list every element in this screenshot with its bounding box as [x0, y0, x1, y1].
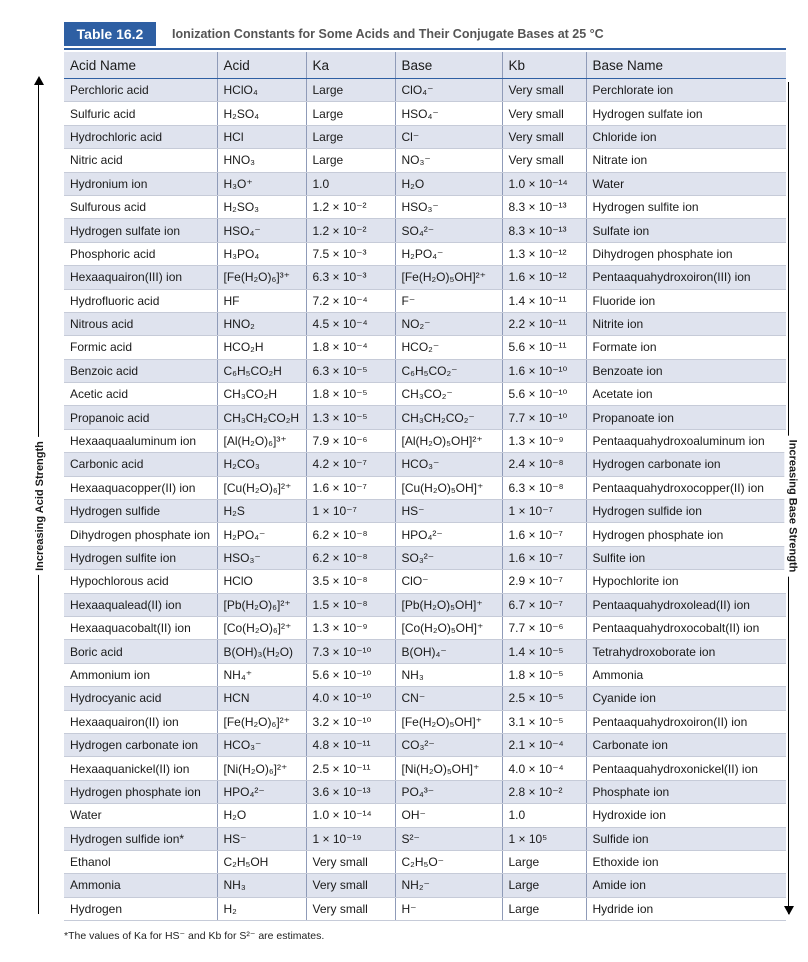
cell-base: NH₃ [395, 663, 502, 686]
cell-acid-name: Hexaaquacobalt(II) ion [64, 616, 217, 639]
cell-base-name: Pentaaquahydroxoiron(II) ion [586, 710, 786, 733]
cell-base: C₂H₅O⁻ [395, 850, 502, 873]
cell-base: [Al(H₂O)₅OH]²⁺ [395, 429, 502, 452]
cell-base-name: Sulfite ion [586, 546, 786, 569]
cell-acid-name: Hexaaquaaluminum ion [64, 429, 217, 452]
cell-base: [Fe(H₂O)₅OH]⁺ [395, 710, 502, 733]
ionization-constants-table [64, 52, 786, 921]
cell-ka: 1.8 × 10⁻⁵ [306, 383, 395, 406]
cell-ka: 6.3 × 10⁻⁵ [306, 359, 395, 382]
table-row [64, 546, 786, 569]
table-row [64, 570, 786, 593]
header-base: Base [395, 52, 502, 79]
table-row [64, 523, 786, 546]
cell-acid-name: Propanoic acid [64, 406, 217, 429]
cell-acid-name: Hydrogen sulfide [64, 500, 217, 523]
cell-acid-name: Hexaaquairon(II) ion [64, 710, 217, 733]
cell-base-name: Benzoate ion [586, 359, 786, 382]
cell-kb: 1.0 × 10⁻¹⁴ [502, 172, 586, 195]
cell-base-name: Carbonate ion [586, 733, 786, 756]
header-ka: Ka [306, 52, 395, 79]
cell-base: S²⁻ [395, 827, 502, 850]
cell-acid-name: Dihydrogen phosphate ion [64, 523, 217, 546]
cell-acid: [Ni(H₂O)₆]²⁺ [217, 757, 306, 780]
cell-kb: 2.9 × 10⁻⁷ [502, 570, 586, 593]
table-row [64, 616, 786, 639]
cell-kb: 2.4 × 10⁻⁸ [502, 453, 586, 476]
cell-ka: 1.3 × 10⁻⁹ [306, 616, 395, 639]
cell-kb: 1 × 10⁵ [502, 827, 586, 850]
cell-base: [Pb(H₂O)₅OH]⁺ [395, 593, 502, 616]
cell-base: HS⁻ [395, 500, 502, 523]
cell-base: NO₃⁻ [395, 149, 502, 172]
cell-kb: 1.3 × 10⁻¹² [502, 242, 586, 265]
cell-acid: H₂SO₃ [217, 195, 306, 218]
cell-acid-name: Hydrogen phosphate ion [64, 780, 217, 803]
header-base-name: Base Name [586, 52, 786, 79]
cell-kb: 4.0 × 10⁻⁴ [502, 757, 586, 780]
cell-ka: 6.2 × 10⁻⁸ [306, 546, 395, 569]
cell-base-name: Ethoxide ion [586, 850, 786, 873]
cell-ka: 3.6 × 10⁻¹³ [306, 780, 395, 803]
cell-ka: 5.6 × 10⁻¹⁰ [306, 663, 395, 686]
cell-ka: 7.9 × 10⁻⁶ [306, 429, 395, 452]
cell-base: HCO₃⁻ [395, 453, 502, 476]
cell-base: CH₃CH₂CO₂⁻ [395, 406, 502, 429]
table-row [64, 874, 786, 897]
cell-acid: H₂ [217, 897, 306, 920]
cell-kb: 2.2 × 10⁻¹¹ [502, 312, 586, 335]
cell-acid-name: Boric acid [64, 640, 217, 663]
cell-base: CO₃²⁻ [395, 733, 502, 756]
cell-base-name: Amide ion [586, 874, 786, 897]
cell-acid: NH₃ [217, 874, 306, 897]
cell-acid: [Fe(H₂O)₆]²⁺ [217, 710, 306, 733]
cell-base: SO₄²⁻ [395, 219, 502, 242]
cell-ka: 1 × 10⁻¹⁹ [306, 827, 395, 850]
cell-kb: Very small [502, 125, 586, 148]
cell-ka: 7.3 × 10⁻¹⁰ [306, 640, 395, 663]
table-row [64, 102, 786, 125]
cell-acid: [Cu(H₂O)₆]²⁺ [217, 476, 306, 499]
cell-base: NO₂⁻ [395, 312, 502, 335]
cell-acid: H₂CO₃ [217, 453, 306, 476]
cell-ka: Large [306, 125, 395, 148]
table-row [64, 406, 786, 429]
cell-acid-name: Hydrogen [64, 897, 217, 920]
table-row [64, 593, 786, 616]
cell-kb: 2.5 × 10⁻⁵ [502, 687, 586, 710]
cell-kb: 1.6 × 10⁻⁷ [502, 546, 586, 569]
table-row [64, 500, 786, 523]
cell-base-name: Fluoride ion [586, 289, 786, 312]
cell-acid-name: Acetic acid [64, 383, 217, 406]
cell-base-name: Pentaaquahydroxoaluminum ion [586, 429, 786, 452]
cell-base: [Cu(H₂O)₅OH]⁺ [395, 476, 502, 499]
cell-acid-name: Hydrogen sulfide ion* [64, 827, 217, 850]
cell-kb: Large [502, 874, 586, 897]
cell-base-name: Phosphate ion [586, 780, 786, 803]
cell-acid: CH₃CO₂H [217, 383, 306, 406]
cell-ka: 1 × 10⁻⁷ [306, 500, 395, 523]
header-acid-name: Acid Name [64, 52, 217, 79]
cell-kb: 6.3 × 10⁻⁸ [502, 476, 586, 499]
cell-base: [Fe(H₂O)₅OH]²⁺ [395, 266, 502, 289]
cell-kb: Large [502, 897, 586, 920]
cell-base: ClO₄⁻ [395, 79, 502, 102]
table-row [64, 79, 786, 102]
cell-kb: Very small [502, 102, 586, 125]
cell-base-name: Hydrogen phosphate ion [586, 523, 786, 546]
cell-base-name: Hydrogen sulfide ion [586, 500, 786, 523]
cell-acid-name: Hydrogen sulfite ion [64, 546, 217, 569]
cell-kb: 1.8 × 10⁻⁵ [502, 663, 586, 686]
cell-kb: 5.6 × 10⁻¹¹ [502, 336, 586, 359]
cell-base-name: Sulfate ion [586, 219, 786, 242]
cell-ka: 1.0 × 10⁻¹⁴ [306, 804, 395, 827]
cell-ka: 1.5 × 10⁻⁸ [306, 593, 395, 616]
cell-base: C₆H₅CO₂⁻ [395, 359, 502, 382]
cell-base-name: Pentaaquahydroxocopper(II) ion [586, 476, 786, 499]
cell-base-name: Propanoate ion [586, 406, 786, 429]
table-row [64, 453, 786, 476]
table-title: Ionization Constants for Some Acids and Their Conjugate Bases at 25 °C [172, 27, 604, 41]
cell-acid-name: Hexaaquairon(III) ion [64, 266, 217, 289]
cell-base-name: Pentaaquahydroxolead(II) ion [586, 593, 786, 616]
cell-kb: 1 × 10⁻⁷ [502, 500, 586, 523]
cell-kb: 6.7 × 10⁻⁷ [502, 593, 586, 616]
cell-kb: Very small [502, 149, 586, 172]
cell-base-name: Dihydrogen phosphate ion [586, 242, 786, 265]
cell-base: H₂O [395, 172, 502, 195]
footnote: *The values of Ka for HS⁻ and Kb for S²⁻ are estimates. [64, 930, 325, 942]
cell-ka: 4.8 × 10⁻¹¹ [306, 733, 395, 756]
cell-acid: [Co(H₂O)₆]²⁺ [217, 616, 306, 639]
cell-ka: 4.0 × 10⁻¹⁰ [306, 687, 395, 710]
cell-acid: HClO [217, 570, 306, 593]
cell-acid-name: Carbonic acid [64, 453, 217, 476]
cell-acid: [Pb(H₂O)₆]²⁺ [217, 593, 306, 616]
cell-ka: 1.3 × 10⁻⁵ [306, 406, 395, 429]
table-row [64, 336, 786, 359]
cell-acid-name: Hexaaqualead(II) ion [64, 593, 217, 616]
table-row [64, 733, 786, 756]
cell-acid-name: Nitric acid [64, 149, 217, 172]
cell-acid: HCO₃⁻ [217, 733, 306, 756]
cell-acid: C₆H₅CO₂H [217, 359, 306, 382]
table-row [64, 850, 786, 873]
cell-base: H⁻ [395, 897, 502, 920]
table-row [64, 710, 786, 733]
cell-base-name: Hypochlorite ion [586, 570, 786, 593]
cell-acid: HNO₃ [217, 149, 306, 172]
cell-base: [Co(H₂O)₅OH]⁺ [395, 616, 502, 639]
cell-ka: 1.2 × 10⁻² [306, 219, 395, 242]
cell-ka: 2.5 × 10⁻¹¹ [306, 757, 395, 780]
cell-acid-name: Hydronium ion [64, 172, 217, 195]
cell-ka: 4.5 × 10⁻⁴ [306, 312, 395, 335]
cell-acid: HS⁻ [217, 827, 306, 850]
table-row [64, 804, 786, 827]
cell-base: HSO₄⁻ [395, 102, 502, 125]
cell-ka: Very small [306, 897, 395, 920]
arrow-down-icon [784, 906, 794, 915]
cell-acid-name: Formic acid [64, 336, 217, 359]
cell-ka: 7.2 × 10⁻⁴ [306, 289, 395, 312]
cell-acid: HF [217, 289, 306, 312]
cell-acid: HSO₄⁻ [217, 219, 306, 242]
cell-acid-name: Perchloric acid [64, 79, 217, 102]
acid-strength-label: Increasing Acid Strength [32, 437, 48, 575]
cell-base-name: Acetate ion [586, 383, 786, 406]
cell-acid-name: Sulfurous acid [64, 195, 217, 218]
cell-acid-name: Nitrous acid [64, 312, 217, 335]
cell-acid: [Fe(H₂O)₆]³⁺ [217, 266, 306, 289]
cell-acid-name: Ammonium ion [64, 663, 217, 686]
cell-base-name: Sulfide ion [586, 827, 786, 850]
cell-acid-name: Ethanol [64, 850, 217, 873]
cell-base-name: Cyanide ion [586, 687, 786, 710]
header-acid: Acid [217, 52, 306, 79]
cell-kb: Large [502, 850, 586, 873]
cell-base-name: Ammonia [586, 663, 786, 686]
cell-base: F⁻ [395, 289, 502, 312]
header-row [64, 52, 786, 79]
cell-kb: 8.3 × 10⁻¹³ [502, 219, 586, 242]
cell-acid: H₂SO₄ [217, 102, 306, 125]
table-row [64, 827, 786, 850]
cell-ka: 1.0 [306, 172, 395, 195]
cell-ka: 6.3 × 10⁻³ [306, 266, 395, 289]
table-row [64, 289, 786, 312]
table-row [64, 476, 786, 499]
cell-acid-name: Hydrocyanic acid [64, 687, 217, 710]
table-row [64, 219, 786, 242]
cell-acid: H₃PO₄ [217, 242, 306, 265]
cell-acid: HCN [217, 687, 306, 710]
cell-base: CH₃CO₂⁻ [395, 383, 502, 406]
cell-acid-name: Hexaaquanickel(II) ion [64, 757, 217, 780]
cell-kb: 1.6 × 10⁻⁷ [502, 523, 586, 546]
cell-base: HSO₃⁻ [395, 195, 502, 218]
cell-base-name: Hydride ion [586, 897, 786, 920]
cell-ka: Very small [306, 850, 395, 873]
cell-acid-name: Hydrofluoric acid [64, 289, 217, 312]
cell-acid-name: Sulfuric acid [64, 102, 217, 125]
cell-kb: 1.6 × 10⁻¹² [502, 266, 586, 289]
cell-ka: 1.2 × 10⁻² [306, 195, 395, 218]
cell-base-name: Water [586, 172, 786, 195]
cell-acid-name: Benzoic acid [64, 359, 217, 382]
cell-base-name: Pentaaquahydroxocobalt(II) ion [586, 616, 786, 639]
cell-kb: 1.3 × 10⁻⁹ [502, 429, 586, 452]
cell-base: Cl⁻ [395, 125, 502, 148]
table-row [64, 125, 786, 148]
cell-base: PO₄³⁻ [395, 780, 502, 803]
cell-base: NH₂⁻ [395, 874, 502, 897]
cell-base-name: Hydroxide ion [586, 804, 786, 827]
cell-acid: H₂S [217, 500, 306, 523]
cell-base: B(OH)₄⁻ [395, 640, 502, 663]
cell-kb: 3.1 × 10⁻⁵ [502, 710, 586, 733]
arrow-up-icon [34, 76, 44, 85]
cell-acid: CH₃CH₂CO₂H [217, 406, 306, 429]
cell-acid: H₂PO₄⁻ [217, 523, 306, 546]
table-row [64, 359, 786, 382]
cell-base: H₂PO₄⁻ [395, 242, 502, 265]
cell-kb: 8.3 × 10⁻¹³ [502, 195, 586, 218]
cell-acid: NH₄⁺ [217, 663, 306, 686]
cell-base-name: Pentaaquahydroxonickel(II) ion [586, 757, 786, 780]
cell-acid: HPO₄²⁻ [217, 780, 306, 803]
cell-acid: H₃O⁺ [217, 172, 306, 195]
table-caption [64, 22, 786, 50]
cell-acid: [Al(H₂O)₆]³⁺ [217, 429, 306, 452]
cell-acid-name: Hypochlorous acid [64, 570, 217, 593]
cell-acid: HCO₂H [217, 336, 306, 359]
table-row [64, 266, 786, 289]
cell-acid: B(OH)₃(H₂O) [217, 640, 306, 663]
table-label: Table 16.2 [64, 22, 156, 46]
table-row [64, 195, 786, 218]
cell-ka: 1.8 × 10⁻⁴ [306, 336, 395, 359]
cell-base: ClO⁻ [395, 570, 502, 593]
cell-base: OH⁻ [395, 804, 502, 827]
cell-base-name: Nitrate ion [586, 149, 786, 172]
cell-acid-name: Hydrochloric acid [64, 125, 217, 148]
cell-base: HPO₄²⁻ [395, 523, 502, 546]
base-strength-label: Increasing Base Strength [784, 436, 800, 577]
cell-ka: 4.2 × 10⁻⁷ [306, 453, 395, 476]
cell-acid-name: Hexaaquacopper(II) ion [64, 476, 217, 499]
cell-kb: 5.6 × 10⁻¹⁰ [502, 383, 586, 406]
table-row [64, 663, 786, 686]
cell-kb: 2.1 × 10⁻⁴ [502, 733, 586, 756]
cell-acid-name: Hydrogen carbonate ion [64, 733, 217, 756]
table-row [64, 383, 786, 406]
cell-kb: 7.7 × 10⁻¹⁰ [502, 406, 586, 429]
cell-acid: HCl [217, 125, 306, 148]
cell-ka: 6.2 × 10⁻⁸ [306, 523, 395, 546]
cell-base-name: Hydrogen sulfite ion [586, 195, 786, 218]
cell-ka: Large [306, 102, 395, 125]
cell-ka: Very small [306, 874, 395, 897]
table-row [64, 897, 786, 920]
cell-acid: HClO₄ [217, 79, 306, 102]
cell-base-name: Chloride ion [586, 125, 786, 148]
cell-acid-name: Hydrogen sulfate ion [64, 219, 217, 242]
table-row [64, 312, 786, 335]
cell-base-name: Perchlorate ion [586, 79, 786, 102]
table-row [64, 429, 786, 452]
cell-acid: H₂O [217, 804, 306, 827]
cell-ka: Large [306, 79, 395, 102]
cell-base: CN⁻ [395, 687, 502, 710]
cell-acid-name: Water [64, 804, 217, 827]
cell-ka: Large [306, 149, 395, 172]
table-body [64, 79, 786, 921]
cell-kb: 1.0 [502, 804, 586, 827]
table-row [64, 242, 786, 265]
cell-acid: HSO₃⁻ [217, 546, 306, 569]
cell-base: [Ni(H₂O)₅OH]⁺ [395, 757, 502, 780]
cell-base: SO₃²⁻ [395, 546, 502, 569]
table-row [64, 172, 786, 195]
cell-acid-name: Phosphoric acid [64, 242, 217, 265]
cell-base-name: Nitrite ion [586, 312, 786, 335]
cell-base-name: Pentaaquahydroxoiron(III) ion [586, 266, 786, 289]
cell-ka: 1.6 × 10⁻⁷ [306, 476, 395, 499]
cell-kb: 1.6 × 10⁻¹⁰ [502, 359, 586, 382]
cell-base-name: Hydrogen sulfate ion [586, 102, 786, 125]
cell-base: HCO₂⁻ [395, 336, 502, 359]
cell-kb: 1.4 × 10⁻⁵ [502, 640, 586, 663]
cell-ka: 7.5 × 10⁻³ [306, 242, 395, 265]
cell-acid: C₂H₅OH [217, 850, 306, 873]
cell-base-name: Formate ion [586, 336, 786, 359]
cell-ka: 3.5 × 10⁻⁸ [306, 570, 395, 593]
header-kb: Kb [502, 52, 586, 79]
cell-kb: 2.8 × 10⁻² [502, 780, 586, 803]
table-row [64, 640, 786, 663]
cell-acid-name: Ammonia [64, 874, 217, 897]
table-row [64, 780, 786, 803]
cell-kb: 7.7 × 10⁻⁶ [502, 616, 586, 639]
table-row [64, 687, 786, 710]
cell-kb: 1.4 × 10⁻¹¹ [502, 289, 586, 312]
table-row [64, 757, 786, 780]
cell-ka: 3.2 × 10⁻¹⁰ [306, 710, 395, 733]
cell-acid: HNO₂ [217, 312, 306, 335]
cell-kb: Very small [502, 79, 586, 102]
cell-base-name: Hydrogen carbonate ion [586, 453, 786, 476]
table-row [64, 149, 786, 172]
cell-base-name: Tetrahydroxoborate ion [586, 640, 786, 663]
